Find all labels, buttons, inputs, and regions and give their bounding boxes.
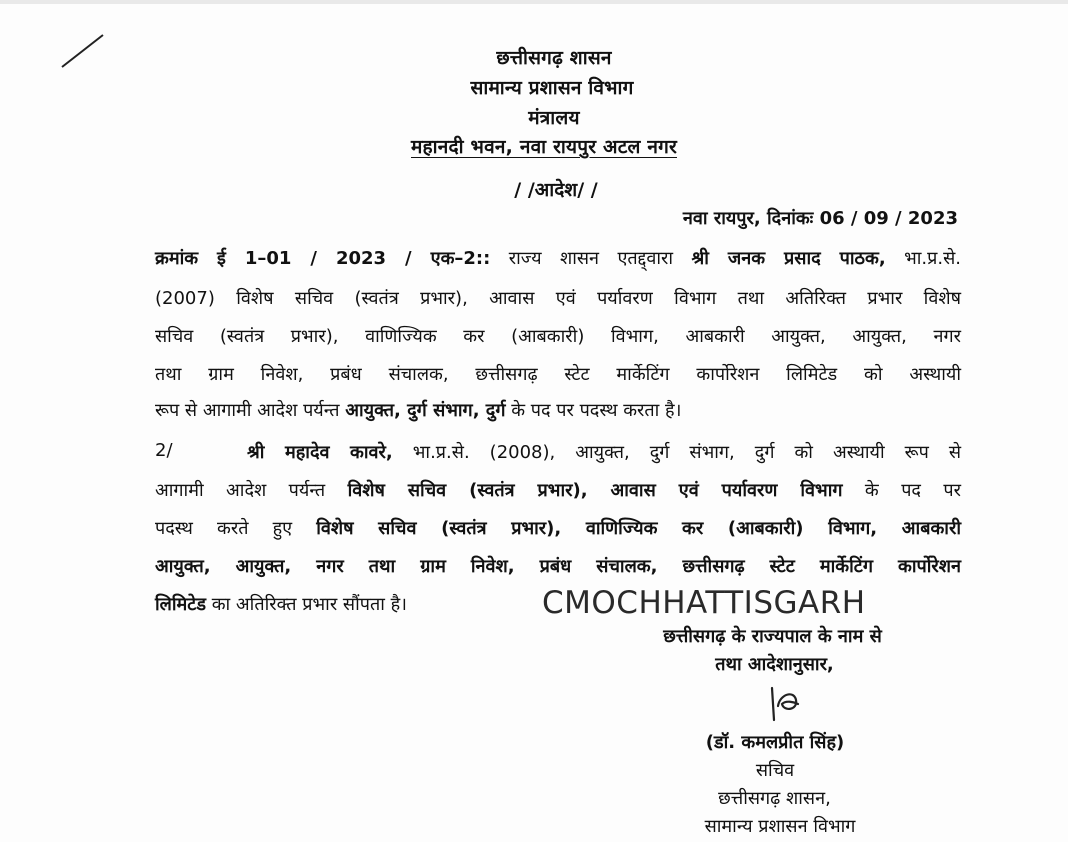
header-department: सामान्य प्रशासन विभाग — [470, 77, 634, 99]
posting-2: विशेष सचिव (स्वतंत्र प्रभार), आवास एवं पर्यावरण विभाग — [347, 480, 843, 501]
para2-line1 — [247, 440, 961, 464]
officer-name-1: श्री जनक प्रसाद पाठक, — [691, 248, 886, 269]
signatory-department: सामान्य प्रशासन विभाग — [704, 816, 856, 837]
watermark: CMOCHHATTISGARH — [542, 585, 866, 621]
text-span: आगामी आदेश पर्यन्त — [155, 480, 348, 501]
signatory-name: (डॉ. कमलप्रीत सिंह) — [705, 732, 845, 753]
text-span: के पद पर — [842, 480, 962, 501]
signoff-line2: तथा आदेशानुसार, — [715, 654, 834, 675]
order-title: / /आदेश/ / — [514, 179, 598, 201]
order-number: क्रमांक ई 1–01 / 2023 / एक–2:: — [155, 248, 491, 269]
text-span: राज्य शासन एतद्द्वारा — [490, 248, 692, 269]
para2-line4: आयुक्त, आयुक्त, नगर तथा ग्राम निवेश, प्रबंध संचालक, छत्तीसगढ़ स्टेट मार्केटिंग कार्पोरेशन — [155, 556, 961, 577]
para1-line3: सचिव (स्वतंत्र प्रभार), वाणिज्यिक कर (आबकारी) विभाग, आबकारी आयुक्त, आयुक्त, नगर — [155, 326, 961, 347]
para2-line3 — [155, 516, 961, 540]
text-span: का अतिरिक्त प्रभार सौंपता है। — [206, 594, 407, 615]
officer-name-2: श्री महादेव कावरे, — [247, 442, 393, 463]
posting-1: आयुक्त, दुर्ग संभाग, दुर्ग — [345, 400, 506, 421]
signatory-designation: सचिव — [755, 760, 795, 781]
header-government: छत्तीसगढ़ शासन — [496, 47, 612, 69]
text-span: भा.प्र.से. (2008), आयुक्त, दुर्ग संभाग, दुर्ग को अस्थायी रूप से — [392, 442, 961, 463]
text-span: भा.प्र.से. — [885, 248, 961, 269]
text-span: रूप से आगामी आदेश पर्यन्त — [155, 400, 346, 421]
signatory-org: छत्तीसगढ़ शासन, — [718, 788, 831, 809]
scan-edge — [0, 0, 1068, 4]
para1-line1 — [155, 246, 961, 270]
para1-line4: तथा ग्राम निवेश, प्रबंध संचालक, छत्तीसगढ़ स्टेट मार्केटिंग कार्पोरेशन लिमिटेड को अस्थायी — [155, 364, 961, 385]
text-span: पदस्थ करते हुए — [155, 518, 317, 539]
para1-line5 — [155, 398, 961, 422]
text-span: के पद पर पदस्थ करता है। — [505, 400, 682, 421]
header-address: महानदी भवन, नवा रायपुर अटल नगर — [411, 136, 677, 158]
header-ministry: मंत्रालय — [528, 107, 580, 129]
additional-charge: विशेष सचिव (स्वतंत्र प्रभार), वाणिज्यिक कर (आबकारी) विभाग, आबकारी — [316, 518, 961, 539]
signature-mark — [764, 682, 824, 724]
para1-line2: (2007) विशेष सचिव (स्वतंत्र प्रभार), आवास एवं पर्यावरण विभाग तथा अतिरिक्त प्रभार विशेष — [155, 288, 961, 309]
para2-number: 2/ — [155, 440, 173, 461]
signoff-line1: छत्तीसगढ़ के राज्यपाल के नाम से — [663, 626, 882, 647]
para2-line2 — [155, 478, 961, 502]
date-line: नवा रायपुर, दिनांकः 06 / 09 / 2023 — [682, 208, 958, 229]
text-span: लिमिटेड — [155, 594, 206, 615]
